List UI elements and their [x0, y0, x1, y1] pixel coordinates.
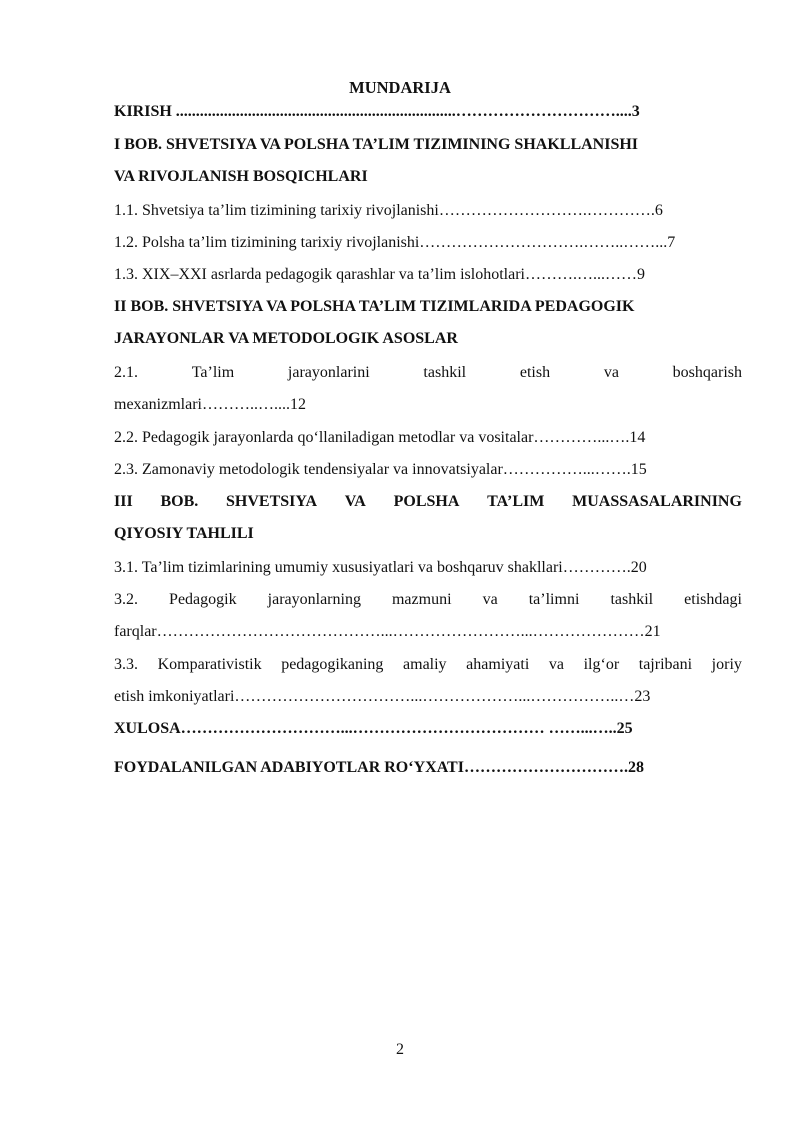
- word: 3.2.: [114, 591, 138, 608]
- chapter-3-title-line-2: QIYOSIY TAHLILI: [114, 525, 254, 542]
- toc-entry-2-2: 2.2. Pedagogik jarayonlarda qo‘llaniladigan metodlar va vositalar…………...….14: [114, 429, 646, 446]
- word: MUASSASALARINING: [572, 493, 742, 510]
- toc-title: MUNDARIJA: [349, 78, 451, 97]
- toc-entry-2-1-line-1: [114, 363, 742, 383]
- word: va: [548, 656, 564, 673]
- word: ilg‘or: [583, 656, 620, 673]
- toc-entry-3-1: 3.1. Ta’lim tizimlarining umumiy xususiyatlari va boshqaruv shakllari………….20: [114, 559, 647, 576]
- word: mazmuni: [391, 591, 452, 608]
- toc-entry-1-1: 1.1. Shvetsiya ta’lim tizimining tarixiy rivojlanishi……………………….………….6: [114, 202, 663, 219]
- toc-entry-xulosa: XULOSA…………………………...……………………………… ……...…..25: [114, 720, 633, 737]
- chapter-2-title-line-1: II BOB. SHVETSIYA VA POLSHA TA’LIM TIZIMLARIDA PEDAGOGIK: [114, 298, 635, 315]
- word: tajribani: [638, 656, 693, 673]
- word: etish: [519, 364, 551, 381]
- toc-entry-adabiyotlar: FOYDALANILGAN ADABIYOTLAR RO‘YXATI………………………….28: [114, 759, 644, 776]
- word: III: [114, 493, 133, 510]
- word: VA: [344, 493, 366, 510]
- word: Ta’lim: [191, 364, 235, 381]
- chapter-1-title-line-1: [114, 135, 742, 155]
- toc-entry-1-2: 1.2. Polsha ta’lim tizimining tarixiy rivojlanishi………………………….……..……...7: [114, 234, 676, 251]
- chapter-2-title-line-2: JARAYONLAR VA METODOLOGIK ASOSLAR: [114, 330, 458, 347]
- chapter-1-title-line-2: VA RIVOJLANISH BOSQICHLARI: [114, 168, 368, 185]
- word: BOB.: [160, 493, 199, 510]
- word: SHVETSIYA: [226, 493, 318, 510]
- word: 2.1.: [114, 364, 138, 381]
- toc-entry-2-1-line-2: mexanizmlari………..…....12: [114, 396, 306, 413]
- toc-entry-kirish: KIRISH ......................................................................…………………………....3: [114, 103, 640, 120]
- chapter-3-title-line-1: [114, 492, 742, 512]
- word: ahamiyati: [466, 656, 530, 673]
- word: tashkil: [610, 591, 654, 608]
- word: jarayonlarini: [287, 364, 370, 381]
- word: Pedagogik: [169, 591, 237, 608]
- chapter-1-title-text: I BOB. SHVETSIYA VA POLSHA TA’LIM TIZIMINING SHAKLLANISHI: [114, 136, 639, 153]
- word: joriy: [711, 656, 742, 673]
- toc-entry-3-2-line-1: [114, 590, 742, 610]
- word: TA’LIM: [487, 493, 545, 510]
- toc-entry-3-3-line-1: [114, 655, 742, 675]
- word: va: [603, 364, 619, 381]
- toc-entry-1-3: 1.3. XIX–XXI asrlarda pedagogik qarashlar va ta’lim islohotlari……….…...……9: [114, 266, 645, 283]
- toc-entry-2-3: 2.3. Zamonaviy metodologik tendensiyalar va innovatsiyalar……………...…….15: [114, 461, 647, 478]
- word: va: [482, 591, 498, 608]
- word: 3.3.: [114, 656, 138, 673]
- word: tashkil: [423, 364, 467, 381]
- word: amaliy: [403, 656, 447, 673]
- toc-entry-3-3-line-2: etish imkoniyatlari……………………………...………………...……………..…23: [114, 688, 651, 705]
- word: boshqarish: [672, 364, 742, 381]
- word: POLSHA: [393, 493, 460, 510]
- word: jarayonlarning: [267, 591, 361, 608]
- word: etishdagi: [684, 591, 742, 608]
- word: ta’limni: [528, 591, 580, 608]
- page-number: 2: [396, 1041, 404, 1058]
- word: pedagogikaning: [281, 656, 384, 673]
- word: Komparativistik: [157, 656, 262, 673]
- toc-entry-3-2-line-2: farqlar……………………………………...……………………...…………………21: [114, 623, 661, 640]
